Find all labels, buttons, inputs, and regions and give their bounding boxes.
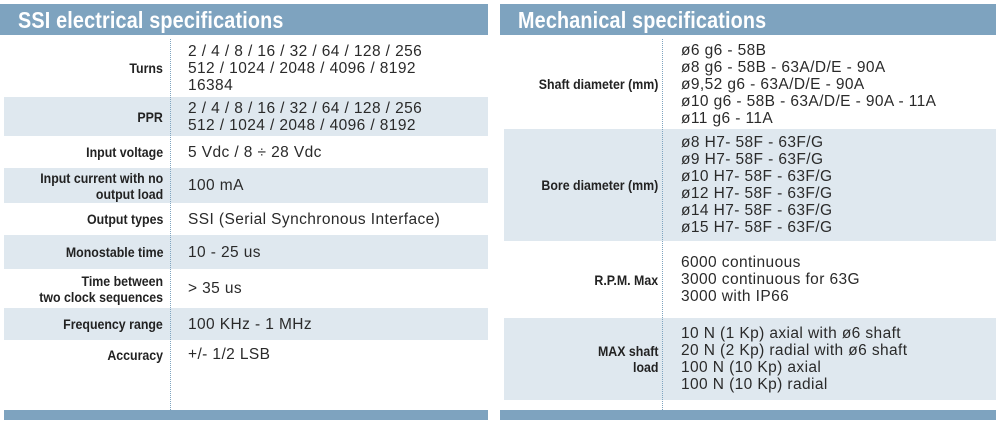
ssi-spec-label bbox=[10, 97, 163, 136]
mech-spec-value-line: ø8 H7- 58F - 63F/G bbox=[681, 134, 824, 151]
ssi-spec-value-line: 512 / 1024 / 2048 / 4096 / 8192 bbox=[188, 59, 416, 77]
ssi-spec-label-line: PPR bbox=[137, 108, 163, 125]
ssi-spec-value bbox=[188, 308, 312, 340]
mechanical-specifications-panel bbox=[500, 0, 996, 425]
ssi-column-divider bbox=[170, 39, 171, 410]
mech-spec-value-line: 6000 continuous bbox=[681, 254, 801, 271]
ssi-spec-value-line: SSI (Serial Synchronous Interface) bbox=[188, 210, 441, 228]
mech-spec-row bbox=[504, 318, 996, 400]
ssi-spec-label bbox=[10, 136, 163, 168]
mech-spec-label-line: load bbox=[632, 359, 658, 375]
mech-title: Mechanical specifications bbox=[518, 7, 767, 33]
ssi-spec-label-line: Turns bbox=[129, 60, 163, 76]
mech-spec-value bbox=[681, 129, 832, 241]
ssi-spec-label-line: Frequency range bbox=[63, 316, 163, 332]
ssi-spec-label bbox=[10, 235, 163, 269]
mech-spec-label-line: Bore diameter (mm) bbox=[541, 177, 658, 193]
ssi-spec-label bbox=[10, 39, 163, 97]
mech-spec-value-line: ø10 H7- 58F - 63F/G bbox=[681, 168, 833, 185]
ssi-spec-value-line: 5 Vdc / 8 ÷ 28 Vdc bbox=[188, 143, 322, 161]
ssi-spec-label bbox=[10, 203, 163, 235]
mech-footer-bar bbox=[500, 410, 996, 420]
ssi-spec-value bbox=[188, 340, 270, 369]
ssi-spec-value bbox=[188, 136, 322, 168]
ssi-spec-value-line: 100 mA bbox=[188, 177, 244, 194]
ssi-spec-label-line: Output types bbox=[86, 211, 163, 227]
ssi-spec-label-line: Input current with no bbox=[39, 169, 164, 186]
mech-spec-value-line: ø8 g6 - 58B - 63A/D/E - 90A bbox=[681, 58, 886, 76]
mech-spec-label bbox=[510, 318, 658, 400]
ssi-spec-value-line: > 35 us bbox=[188, 280, 243, 297]
ssi-spec-label-line: Time between bbox=[81, 272, 163, 289]
ssi-spec-row bbox=[4, 340, 488, 369]
mech-spec-row bbox=[504, 39, 996, 129]
mech-spec-value-line: 10 N (1 Kp) axial with ø6 shaft bbox=[681, 325, 902, 342]
mech-spec-label bbox=[510, 39, 658, 129]
ssi-spec-label bbox=[10, 269, 163, 308]
ssi-title: SSI electrical specifications bbox=[18, 7, 284, 33]
mech-spec-label bbox=[510, 241, 658, 318]
ssi-spec-value-line: +/- 1/2 LSB bbox=[188, 346, 271, 363]
ssi-spec-row bbox=[4, 235, 488, 269]
ssi-spec-value-line: 512 / 1024 / 2048 / 4096 / 8192 bbox=[188, 116, 416, 134]
ssi-spec-value-line: 2 / 4 / 8 / 16 / 32 / 64 / 128 / 256 bbox=[188, 99, 423, 117]
mech-spec-label bbox=[510, 129, 658, 241]
mech-spec-row bbox=[504, 129, 996, 241]
ssi-spec-value bbox=[188, 97, 422, 136]
ssi-footer-bar bbox=[4, 410, 488, 420]
mech-spec-label-line: R.P.M. Max bbox=[594, 271, 658, 288]
mech-spec-value-line: ø15 H7- 58F - 63F/G bbox=[681, 219, 833, 236]
mech-column-divider bbox=[662, 39, 663, 410]
ssi-spec-value-line: 100 KHz - 1 MHz bbox=[188, 315, 313, 333]
mech-spec-value-line: 3000 continuous for 63G bbox=[681, 271, 860, 288]
mech-spec-value bbox=[681, 318, 907, 400]
ssi-spec-label bbox=[10, 168, 163, 203]
mech-spec-value-line: 3000 with IP66 bbox=[681, 288, 790, 305]
ssi-spec-row bbox=[4, 203, 488, 235]
mech-spec-value-line: ø10 g6 - 58B - 63A/D/E - 90A - 11A bbox=[681, 92, 937, 110]
ssi-spec-value-line: 10 - 25 us bbox=[188, 243, 261, 261]
ssi-spec-row bbox=[4, 97, 488, 136]
mech-spec-value bbox=[681, 39, 936, 129]
ssi-spec-label-line: two clock sequences bbox=[39, 288, 163, 305]
mech-spec-value-line: 20 N (2 Kp) radial with ø6 shaft bbox=[681, 342, 908, 359]
ssi-header bbox=[0, 4, 488, 35]
mech-spec-value-line: 100 N (10 Kp) axial bbox=[681, 359, 822, 376]
ssi-spec-row bbox=[4, 269, 488, 308]
ssi-spec-value bbox=[188, 235, 261, 269]
ssi-spec-row bbox=[4, 39, 488, 97]
mech-spec-label-line: Shaft diameter (mm) bbox=[538, 76, 658, 92]
ssi-spec-row bbox=[4, 168, 488, 203]
mech-spec-value bbox=[681, 241, 860, 318]
ssi-spec-label-line: output load bbox=[95, 185, 163, 202]
mech-spec-value-line: ø9 H7- 58F - 63F/G bbox=[681, 151, 824, 168]
mech-spec-value-line: ø9,52 g6 - 63A/D/E - 90A bbox=[681, 75, 865, 93]
ssi-spec-label bbox=[10, 308, 163, 340]
mech-spec-value-line: ø12 H7- 58F - 63F/G bbox=[681, 185, 833, 202]
ssi-spec-value-line: 2 / 4 / 8 / 16 / 32 / 64 / 128 / 256 bbox=[188, 42, 423, 60]
mech-spec-value-line: ø11 g6 - 11A bbox=[681, 109, 774, 127]
ssi-spec-label-line: Accuracy bbox=[107, 346, 163, 363]
ssi-spec-value bbox=[188, 39, 422, 97]
ssi-spec-label-line: Monostable time bbox=[65, 244, 163, 260]
ssi-spec-label-line: Input voltage bbox=[86, 144, 163, 160]
mech-spec-value-line: ø14 H7- 58F - 63F/G bbox=[681, 202, 833, 219]
ssi-spec-value bbox=[188, 203, 440, 235]
ssi-spec-value bbox=[188, 168, 244, 203]
mech-spec-row bbox=[504, 241, 996, 318]
mech-spec-value-line: 100 N (10 Kp) radial bbox=[681, 376, 828, 393]
ssi-electrical-specifications-panel bbox=[0, 0, 488, 425]
ssi-spec-label bbox=[10, 340, 163, 369]
mech-header bbox=[500, 4, 996, 35]
ssi-spec-value-line: 16384 bbox=[188, 76, 234, 94]
ssi-spec-value bbox=[188, 269, 242, 308]
ssi-spec-row bbox=[4, 136, 488, 168]
ssi-spec-row bbox=[4, 308, 488, 340]
mech-spec-label-line: MAX shaft bbox=[597, 343, 658, 359]
mech-spec-value-line: ø6 g6 - 58B bbox=[681, 41, 767, 59]
